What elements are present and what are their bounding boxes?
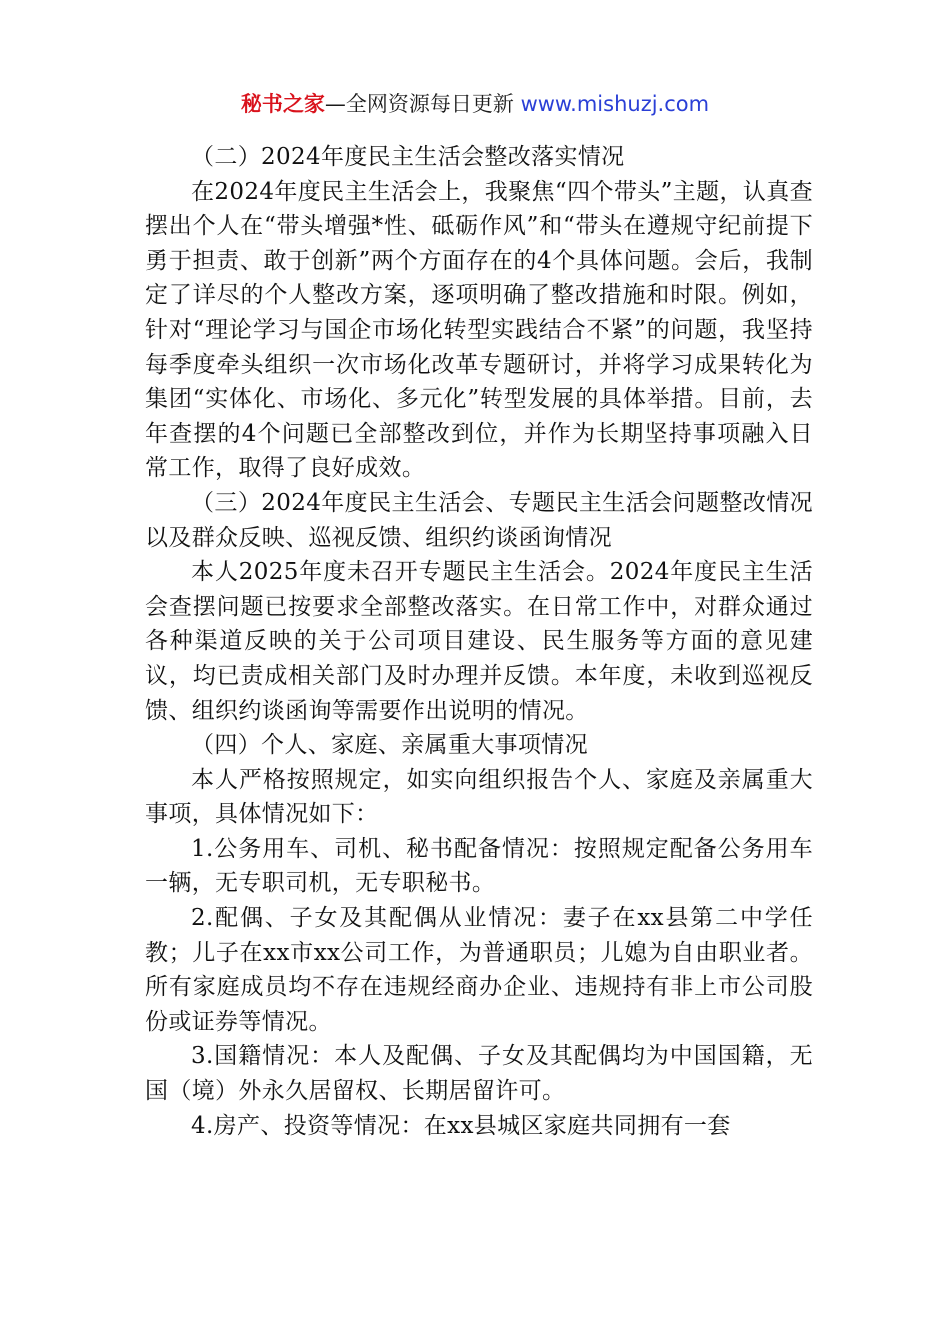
section-heading-4: （四）个人、家庭、亲属重大事项情况 [191,732,588,759]
section-heading-3: （三）2024年度民主生活会、专题民主生活会问题整改情况以及群众反映、巡视反馈、组织约谈函询情况 [145,489,813,551]
list-item-4: 4.房产、投资等情况：在xx县城区家庭共同拥有一套 [191,1112,731,1139]
document-body [145,140,813,1143]
brand-name: 秘书之家 [240,92,325,116]
site-url-link[interactable]: www.mishuzj.com [520,92,710,116]
list-item-2: 2.配偶、子女及其配偶从业情况：妻子在xx县第二中学任教；儿子在xx市xx公司工作，为普通职员；儿媳为自由职业者。所有家庭成员均不存在违规经商办企业、违规持有非上市公司股份或证券等情况。 [145,905,813,1035]
body-paragraph: 本人2025年度未召开专题民主生活会。2024年度民主生活会查摆问题已按要求全部整改落实。在日常工作中，对群众通过各种渠道反映的关于公司项目建设、民生服务等方面的意见建议，均已责成相关部门及时办理并反馈。本年度，未收到巡视反馈、组织约谈函询等需要作出说明的情况。 [145,559,813,724]
section-heading-2: （二）2024年度民主生活会整改落实情况 [191,144,625,170]
header-tagline: —全网资源每日更新 [324,92,521,116]
list-item-3: 3.国籍情况：本人及配偶、子女及其配偶均为中国国籍，无国（境）外永久居留权、长期居留许可。 [145,1043,813,1105]
page-header [0,86,950,122]
list-item-1: 1.公务用车、司机、秘书配备情况：按照规定配备公务用车一辆，无专职司机，无专职秘书。 [145,835,813,897]
body-paragraph: 在2024年度民主生活会上，我聚焦“四个带头”主题，认真查摆出个人在“带头增强*性、砥砺作风”和“带头在遵规守纪前提下勇于担责、敢于创新”两个方面存在的4个具体问题。会后，我制定了详尽的个人整改方案，逐项明确了整改措施和时限。例如，针对“理论学习与国企市场化转型实践结合不紧”的问题，我坚持每季度牵头组织一次市场化改革专题研讨，并将学习成果转化为集团“实体化、市场化、多元化”转型发展的具体举措。目前，去年查摆的4个问题已全部整改到位，并作为长期坚持事项融入日常工作，取得了良好成效。 [145,178,813,482]
body-paragraph: 本人严格按照规定，如实向组织报告个人、家庭及亲属重大事项，具体情况如下： [145,766,813,828]
